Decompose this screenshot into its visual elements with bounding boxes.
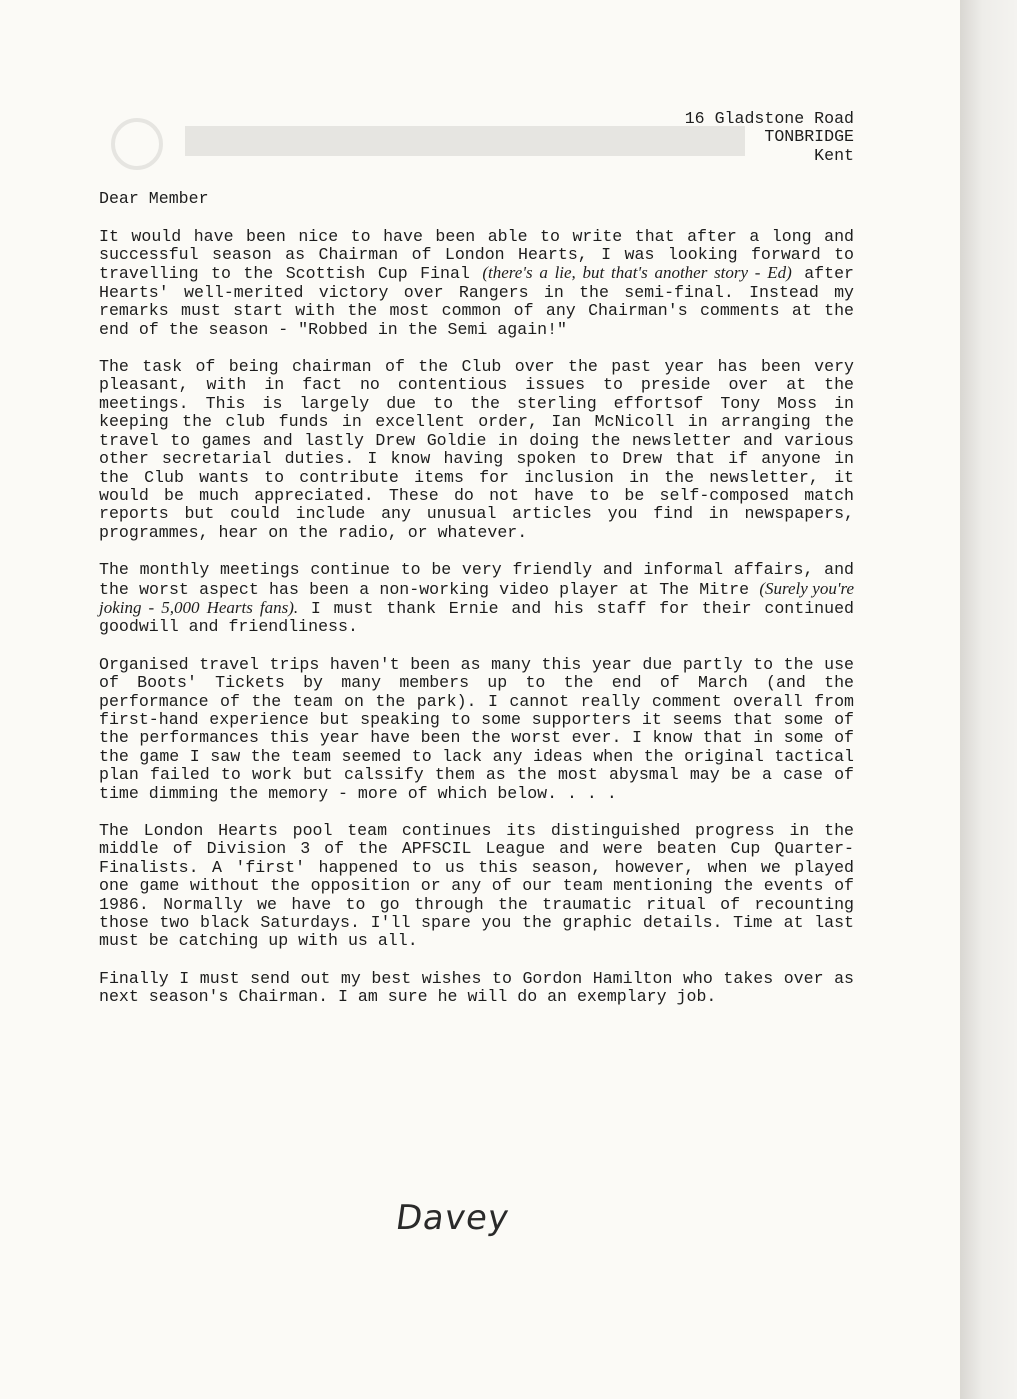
paragraph-travel: Organised travel trips haven't been as many this year due partly to the use of Boots' Tickets by many members up to the end of March (and the performance of the team on the park). I cannot really comment overall from first-hand experience but speaking to some supporters it seems that some of the performances this year have been the worst ever. I know that in some of the game I saw the team seemed to lack any ideas when the original tactical plan failed to work but calssify them as the most abysmal may be a case of time dimming the memory - more of which below. . . . (99, 654, 854, 803)
paragraph-committee: The task of being chairman of the Club over the past year has been very pleasant, with in fact no contentious issues to preside over at the meetings. This is largely due to the sterling effortsof Tony Moss in keeping the club funds in excellent order, Ian McNicoll in arranging the travel to games and lastly Drew Goldie in doing the newsletter and various other secretarial duties. I know having spoken to Drew that if anyone in the Club wants to contribute items for inclusion in the newsletter, it would be much appreciated. These do not have to be self-composed match reports but could include any unusual articles you find in newspapers, programmes, hear on the radio, or whatever. (99, 357, 854, 542)
editor-note: (Surely you're joking - 5,000 Hearts fans). (99, 578, 854, 617)
address-line-street: 16 Gladstone Road (684, 109, 854, 128)
paragraph-farewell: Finally I must send out my best wishes to Gordon Hamilton who takes over as next season's Chairman. I am sure he will do an exemplary job. (99, 968, 854, 1007)
page-edge (960, 0, 1017, 1399)
paragraph-pool-team: The London Hearts pool team continues its distinguished progress in the middle of Division 3 of the APFSCIL League and were beaten Cup Quarter-Finalists. A 'first' happened to us this season, however, when we played one game without the opposition or any of our team mentioning the events of 1986. Normally we have to go through the traumatic ritual of recounting those two black Saturdays. I'll spare you the graphic details. Time at last must be catching up with us all. (99, 821, 854, 951)
salutation: Dear Member (99, 189, 209, 209)
sender-address (99, 110, 854, 165)
paragraph-text: I must thank Ernie and his staff for their continued goodwill and friendliness. (99, 598, 854, 637)
paragraph-meetings (99, 561, 854, 637)
letter-body (99, 110, 854, 1026)
paragraph-cup-semi (99, 228, 854, 339)
paragraph-text: It would have been nice to have been able to write that after a long and successful season as Chairman of London Hearts, I was looking forward to travelling to the Scottish Cup Final (99, 226, 854, 284)
address-line-town: TONBRIDGE (764, 127, 854, 147)
handwritten-signature: Davey (393, 1198, 512, 1238)
editor-note: (there's a lie, but that's another story - Ed) (482, 263, 792, 283)
paragraph-text: The monthly meetings continue to be very friendly and informal affairs, and the worst aspect has been a non-working video player at The Mitre (99, 560, 854, 599)
paragraph-text: after Hearts' well-merited victory over Rangers in the semi-final. Instead my remarks must start with the most common of any Chairman's comments at the end of the season - "Robbed in the Semi again!" (99, 264, 854, 339)
address-line-county: Kent (814, 145, 854, 165)
